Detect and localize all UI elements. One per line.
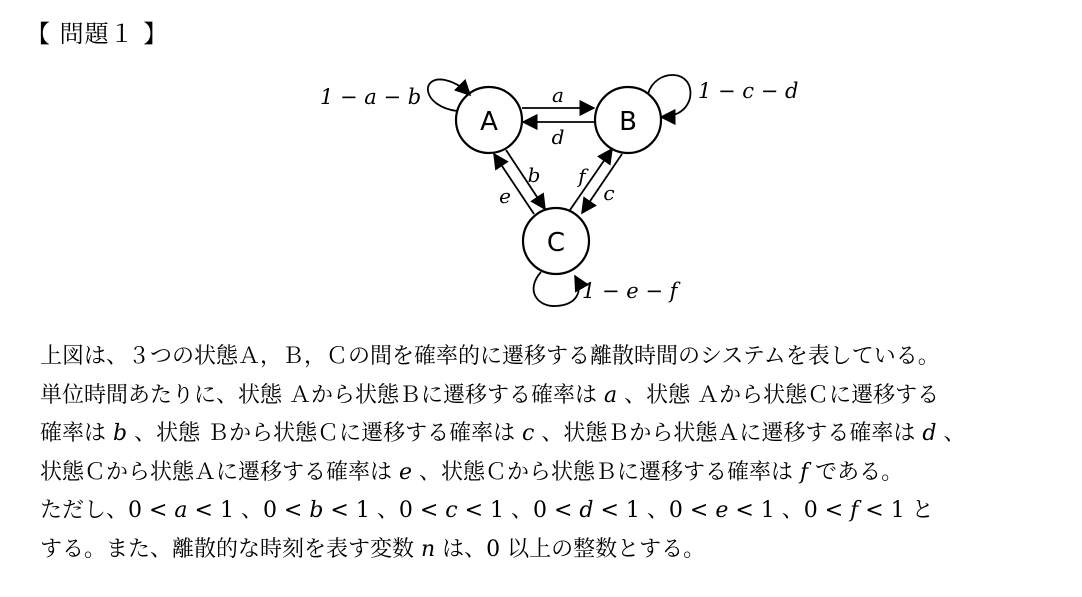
- edge-label-d: d: [551, 125, 565, 149]
- node-a: [456, 87, 522, 153]
- problem-statement: [40, 338, 1070, 569]
- edge-label-f: f: [578, 164, 586, 188]
- loop-label-b: 1 − c − d: [698, 79, 799, 103]
- statement-line: 上図は、３つの状態Ａ，Ｂ，Ｃの間を確率的に遷移する離散時間のシステムを表している。: [40, 344, 940, 369]
- self-loop-c: [534, 272, 579, 306]
- node-a-label: A: [480, 107, 498, 137]
- loop-label-c: 1 − e − f: [582, 279, 678, 303]
- statement-line: 確率は 𝑏 、状態 Ｂから状態Ｃに遷移する確率は 𝑐 、状態Ｂから状態Ａに遷移する確率は 𝑑 、: [40, 421, 966, 446]
- edge-label-c: c: [603, 181, 615, 205]
- node-b: [595, 87, 661, 153]
- statement-line: する。また、離散的な時刻を表す変数 𝑛 は、0 以上の整数とする。: [40, 536, 706, 562]
- edge-label-a: a: [552, 83, 564, 107]
- node-c-label: C: [546, 228, 566, 258]
- statement-line: 状態Ｃから状態Ａに遷移する確率は 𝑒 、状態Ｃから状態Ｂに遷移する確率は 𝑓 である。: [40, 459, 904, 485]
- node-b-label: B: [619, 107, 637, 137]
- statement-line: 単位時間あたりに、状態 Ａから状態Ｂに遷移する確率は 𝑎 、状態 Ａから状態Ｃに遷移する: [40, 382, 940, 408]
- statement-line: ただし、0 < 𝑎 < 1 、0 < 𝑏 < 1 、0 < 𝑐 < 1 、0 < 𝑑 < 1 、0 < 𝑒 < 1 、0 < 𝑓 < 1 と: [40, 498, 934, 523]
- edge-label-e: e: [499, 184, 511, 208]
- loop-label-a: 1 − a − b: [320, 85, 422, 109]
- node-c: [523, 208, 589, 274]
- edge-label-b: b: [527, 163, 541, 187]
- problem-heading: 【 問題１ 】: [26, 20, 169, 48]
